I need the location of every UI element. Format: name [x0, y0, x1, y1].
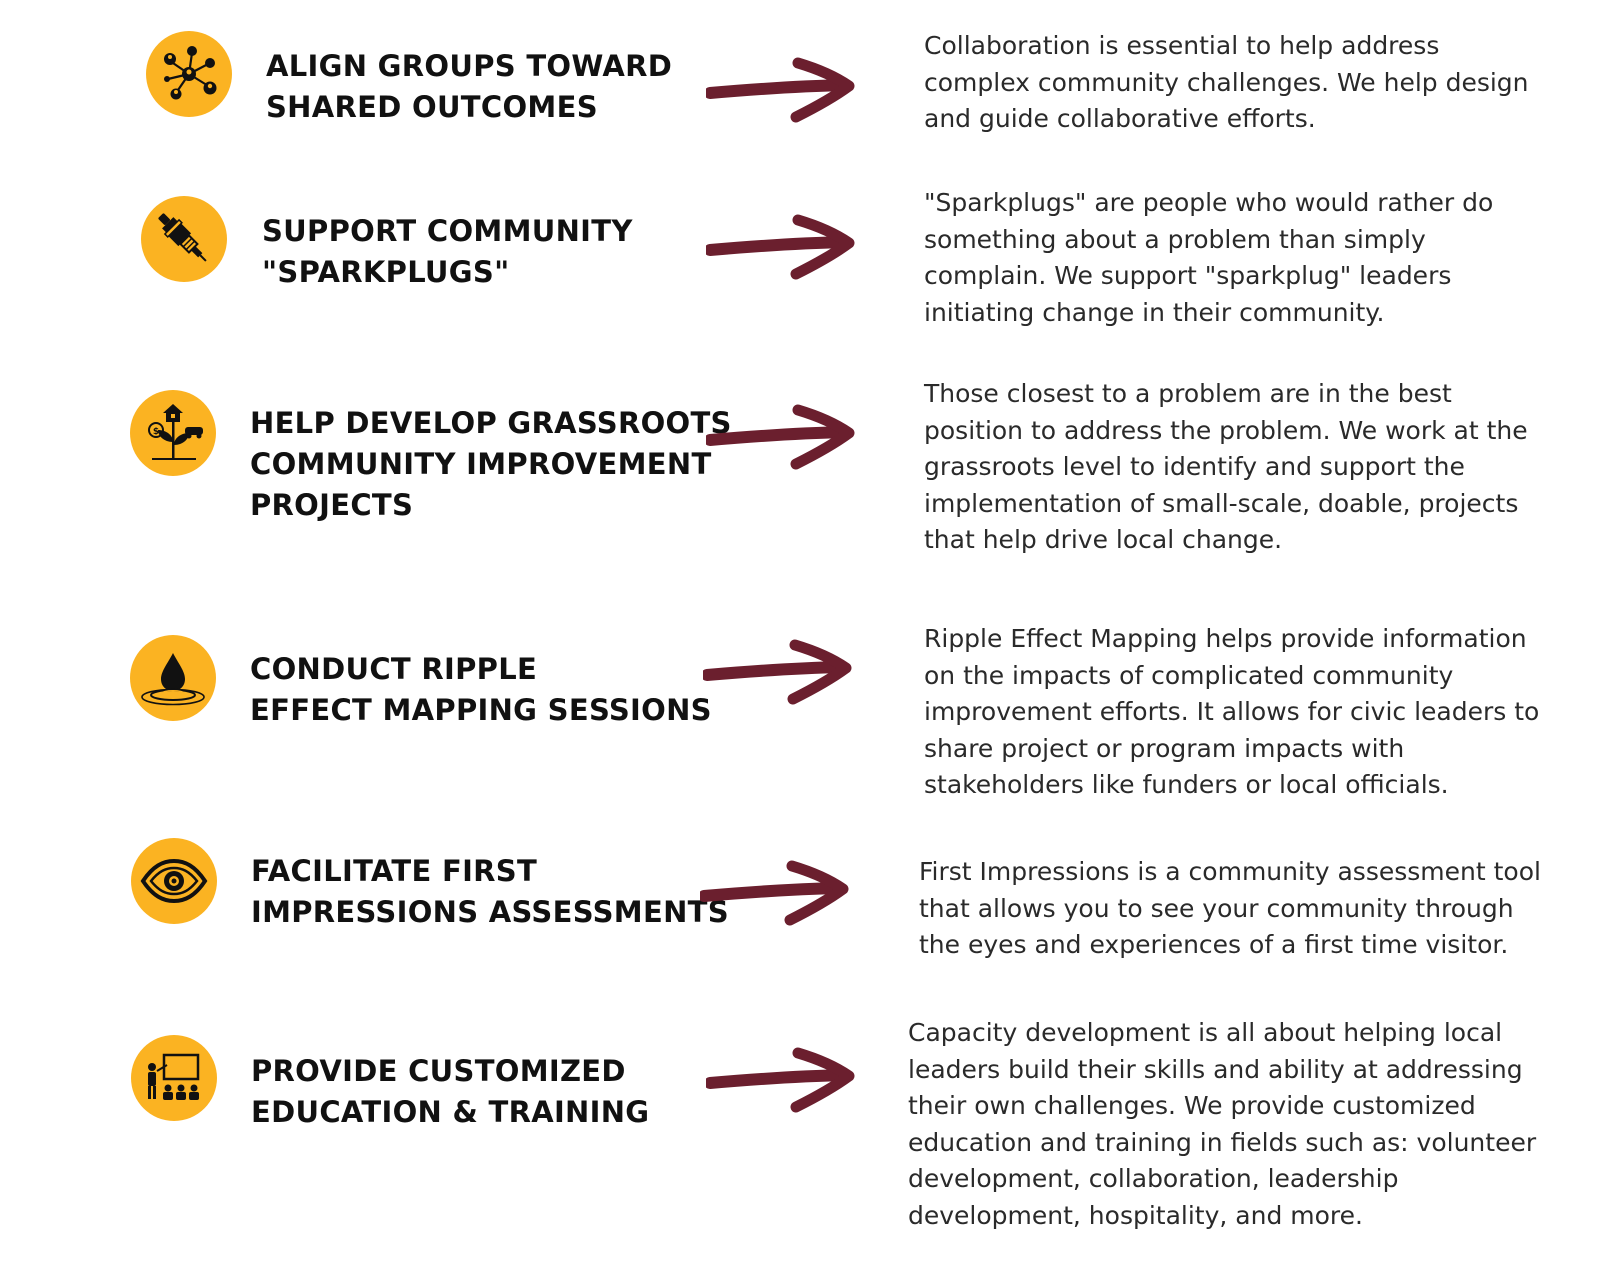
service-description: Those closest to a problem are in the best position to address the problem. We work at the grassroots level to identify and support the implementation of small-scale, doable, projects that help drive local change.	[924, 379, 1528, 554]
svg-text:$: $	[152, 427, 160, 437]
growth-plant-icon	[130, 390, 216, 476]
arrow-right-icon	[706, 55, 858, 123]
service-title: FACILITATE FIRST IMPRESSIONS ASSESSMENTS	[251, 854, 729, 929]
arrow-right-icon	[703, 637, 855, 705]
service-description: Collaboration is essential to help address complex community challenges. We help design and guide collaborative efforts.	[924, 31, 1529, 133]
arrow-right-icon	[706, 1045, 858, 1113]
service-title: PROVIDE CUSTOMIZED EDUCATION & TRAINING	[251, 1054, 650, 1129]
eye-icon	[131, 838, 217, 924]
service-description: First Impressions is a community assessment tool that allows you to see your community through the eyes and experiences of a first time visitor.	[919, 857, 1541, 959]
service-description: Ripple Effect Mapping helps provide information on the impacts of complicated community improvement efforts. It allows for civic leaders to share project or program impacts with stakeholders like funders or local officials.	[924, 624, 1540, 799]
service-title: ALIGN GROUPS TOWARD SHARED OUTCOMES	[266, 49, 673, 124]
sparkplug-icon	[141, 196, 227, 282]
arrow-right-icon	[706, 402, 858, 470]
service-title: HELP DEVELOP GRASSROOTS COMMUNITY IMPROVEMENT PROJECTS	[250, 406, 732, 522]
service-description: "Sparkplugs" are people who would rather do something about a problem than simply complain. We support "sparkplug" leaders initiating change in their community.	[924, 188, 1494, 327]
network-icon	[146, 31, 232, 117]
service-title: SUPPORT COMMUNITY "SPARKPLUGS"	[262, 214, 633, 289]
arrow-right-icon	[700, 858, 852, 926]
service-title: CONDUCT RIPPLE EFFECT MAPPING SESSIONS	[250, 652, 712, 727]
arrow-right-icon	[706, 212, 858, 280]
water-drop-ripple-icon	[130, 635, 216, 721]
service-description: Capacity development is all about helping local leaders build their skills and ability at addressing their own challenges. We provide customized education and training in fields such as: volunteer development, collaboration, leadership development, hospitality, and more.	[908, 1018, 1537, 1230]
classroom-presentation-icon	[131, 1035, 217, 1121]
